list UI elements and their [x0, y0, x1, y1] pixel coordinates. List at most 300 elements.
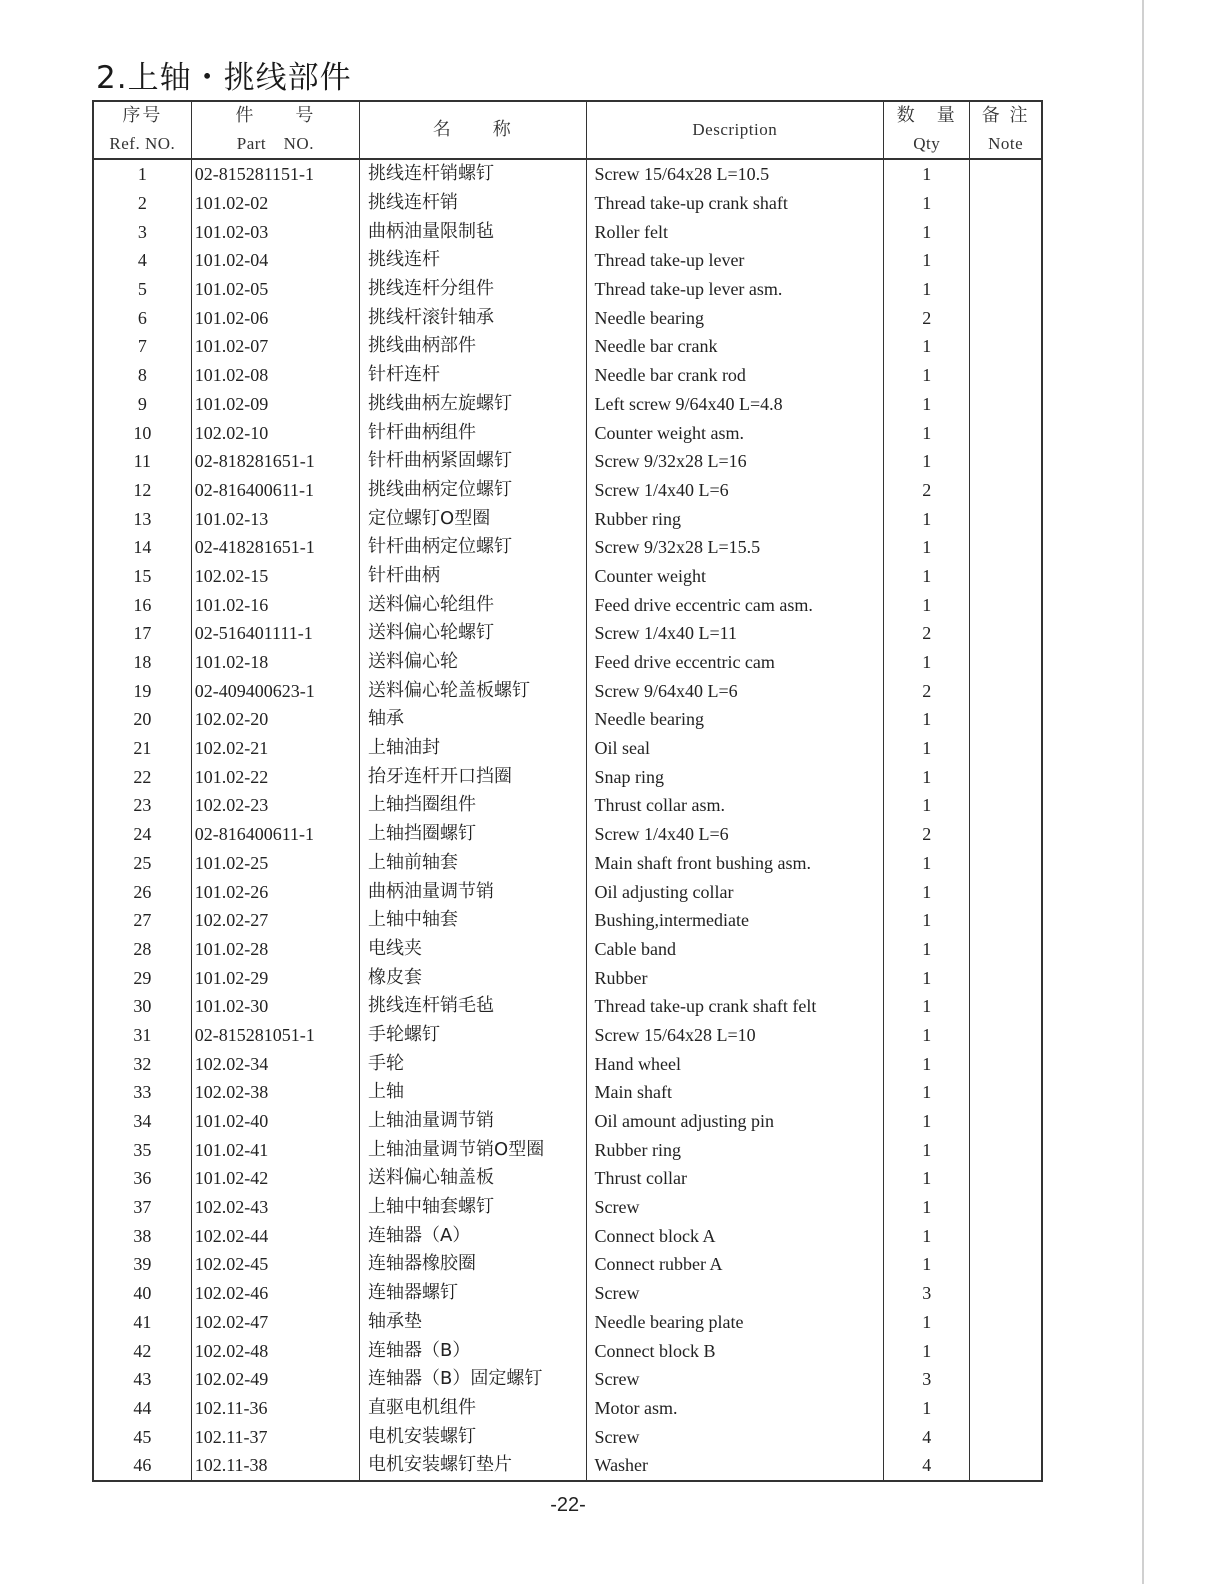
- ref-no-cell: 11: [93, 447, 191, 476]
- header-qty: [884, 101, 970, 159]
- ref-no-cell: 28: [93, 935, 191, 964]
- part-no-cell: 101.02-22: [191, 762, 359, 791]
- part-no-cell: 102.02-47: [191, 1308, 359, 1337]
- note-cell: [970, 159, 1042, 189]
- ref-no-cell: 4: [93, 246, 191, 275]
- description-cell: Screw 15/64x28 L=10.5: [586, 159, 884, 189]
- part-no-cell: 101.02-16: [191, 590, 359, 619]
- qty-cell: 1: [884, 791, 970, 820]
- qty-cell: 1: [884, 1250, 970, 1279]
- ref-no-cell: 29: [93, 963, 191, 992]
- qty-cell: 1: [884, 246, 970, 275]
- part-no-cell: 101.02-09: [191, 390, 359, 419]
- description-cell: Feed drive eccentric cam asm.: [586, 590, 884, 619]
- name-cn-cell: 直驱电机组件: [360, 1394, 586, 1423]
- note-cell: [970, 1394, 1042, 1423]
- note-cell: [970, 1250, 1042, 1279]
- qty-cell: 2: [884, 476, 970, 505]
- header-ref-cn: 序号: [122, 105, 163, 126]
- qty-cell: 1: [884, 1135, 970, 1164]
- ref-no-cell: 41: [93, 1308, 191, 1337]
- part-no-cell: 102.02-44: [191, 1221, 359, 1250]
- qty-cell: 1: [884, 1021, 970, 1050]
- table-row: [93, 332, 1042, 361]
- ref-no-cell: 38: [93, 1221, 191, 1250]
- table-header: [93, 101, 1042, 159]
- description-cell: Needle bearing: [586, 303, 884, 332]
- ref-no-cell: 23: [93, 791, 191, 820]
- part-no-cell: 102.02-21: [191, 734, 359, 763]
- name-cn-cell: 上轴前轴套: [360, 849, 586, 878]
- qty-cell: 1: [884, 189, 970, 218]
- header-description: [586, 101, 884, 159]
- header-ref: [93, 101, 191, 159]
- ref-no-cell: 5: [93, 275, 191, 304]
- table-row: [93, 1135, 1042, 1164]
- table-row: [93, 246, 1042, 275]
- ref-no-cell: 39: [93, 1250, 191, 1279]
- note-cell: [970, 562, 1042, 591]
- description-cell: Screw: [586, 1193, 884, 1222]
- name-cn-cell: 手轮: [360, 1049, 586, 1078]
- note-cell: [970, 361, 1042, 390]
- ref-no-cell: 32: [93, 1049, 191, 1078]
- part-no-cell: 102.02-46: [191, 1279, 359, 1308]
- name-cn-cell: 挑线连杆销毛毡: [360, 992, 586, 1021]
- part-no-cell: 02-818281651-1: [191, 447, 359, 476]
- part-no-cell: 101.02-02: [191, 189, 359, 218]
- header-qty-cn: 数 量: [896, 105, 957, 126]
- page-edge-line: [1142, 0, 1144, 1584]
- name-cn-cell: 橡皮套: [360, 963, 586, 992]
- description-cell: Connect block A: [586, 1221, 884, 1250]
- ref-no-cell: 42: [93, 1336, 191, 1365]
- description-cell: Oil amount adjusting pin: [586, 1107, 884, 1136]
- note-cell: [970, 303, 1042, 332]
- ref-no-cell: 45: [93, 1422, 191, 1451]
- note-cell: [970, 619, 1042, 648]
- description-cell: Screw 9/32x28 L=15.5: [586, 533, 884, 562]
- part-no-cell: 02-816400611-1: [191, 820, 359, 849]
- table-row: [93, 992, 1042, 1021]
- note-cell: [970, 246, 1042, 275]
- description-cell: Rubber: [586, 963, 884, 992]
- description-cell: Thread take-up lever asm.: [586, 275, 884, 304]
- qty-cell: 1: [884, 1107, 970, 1136]
- note-cell: [970, 963, 1042, 992]
- part-no-cell: 02-815281151-1: [191, 159, 359, 189]
- qty-cell: 1: [884, 332, 970, 361]
- qty-cell: 3: [884, 1279, 970, 1308]
- description-cell: Screw 9/32x28 L=16: [586, 447, 884, 476]
- ref-no-cell: 20: [93, 705, 191, 734]
- ref-no-cell: 14: [93, 533, 191, 562]
- note-cell: [970, 189, 1042, 218]
- description-cell: Main shaft: [586, 1078, 884, 1107]
- note-cell: [970, 1135, 1042, 1164]
- description-cell: Thrust collar: [586, 1164, 884, 1193]
- qty-cell: 1: [884, 1193, 970, 1222]
- qty-cell: 1: [884, 447, 970, 476]
- header-part-en: Part NO.: [236, 134, 314, 153]
- qty-cell: 1: [884, 762, 970, 791]
- part-no-cell: 101.02-06: [191, 303, 359, 332]
- table-row: [93, 1164, 1042, 1193]
- part-no-cell: 102.02-45: [191, 1250, 359, 1279]
- page-title: 2.上轴・挑线部件: [96, 60, 352, 96]
- name-cn-cell: 送料偏心轮盖板螺钉: [360, 676, 586, 705]
- description-cell: Washer: [586, 1451, 884, 1481]
- table-row: [93, 1394, 1042, 1423]
- table-row: [93, 1279, 1042, 1308]
- part-no-cell: 102.02-23: [191, 791, 359, 820]
- ref-no-cell: 13: [93, 504, 191, 533]
- qty-cell: 1: [884, 418, 970, 447]
- header-ref-en: Ref. NO.: [109, 134, 176, 153]
- part-no-cell: 101.02-03: [191, 217, 359, 246]
- part-no-cell: 101.02-25: [191, 849, 359, 878]
- part-no-cell: 02-816400611-1: [191, 476, 359, 505]
- part-no-cell: 02-418281651-1: [191, 533, 359, 562]
- note-cell: [970, 820, 1042, 849]
- header-note: [970, 101, 1042, 159]
- description-cell: Needle bearing plate: [586, 1308, 884, 1337]
- name-cn-cell: 挑线曲柄左旋螺钉: [360, 390, 586, 419]
- table-row: [93, 1221, 1042, 1250]
- description-cell: Hand wheel: [586, 1049, 884, 1078]
- note-cell: [970, 648, 1042, 677]
- table-row: [93, 1365, 1042, 1394]
- table-row: [93, 1049, 1042, 1078]
- part-no-cell: 101.02-42: [191, 1164, 359, 1193]
- note-cell: [970, 992, 1042, 1021]
- ref-no-cell: 36: [93, 1164, 191, 1193]
- part-no-cell: 102.02-20: [191, 705, 359, 734]
- note-cell: [970, 935, 1042, 964]
- description-cell: Counter weight: [586, 562, 884, 591]
- qty-cell: 4: [884, 1451, 970, 1481]
- qty-cell: 2: [884, 619, 970, 648]
- note-cell: [970, 1193, 1042, 1222]
- part-no-cell: 101.02-29: [191, 963, 359, 992]
- table-row: [93, 734, 1042, 763]
- qty-cell: 1: [884, 1049, 970, 1078]
- ref-no-cell: 46: [93, 1451, 191, 1481]
- table-row: [93, 1107, 1042, 1136]
- qty-cell: 1: [884, 562, 970, 591]
- table-row: [93, 504, 1042, 533]
- qty-cell: 1: [884, 275, 970, 304]
- note-cell: [970, 877, 1042, 906]
- note-cell: [970, 1164, 1042, 1193]
- description-cell: Thread take-up crank shaft felt: [586, 992, 884, 1021]
- name-cn-cell: 连轴器螺钉: [360, 1279, 586, 1308]
- ref-no-cell: 7: [93, 332, 191, 361]
- note-cell: [970, 906, 1042, 935]
- name-cn-cell: 上轴: [360, 1078, 586, 1107]
- ref-no-cell: 19: [93, 676, 191, 705]
- ref-no-cell: 26: [93, 877, 191, 906]
- name-cn-cell: 针杆曲柄定位螺钉: [360, 533, 586, 562]
- ref-no-cell: 3: [93, 217, 191, 246]
- part-no-cell: 101.02-05: [191, 275, 359, 304]
- name-cn-cell: 挑线连杆: [360, 246, 586, 275]
- ref-no-cell: 18: [93, 648, 191, 677]
- name-cn-cell: 挑线曲柄部件: [360, 332, 586, 361]
- note-cell: [970, 705, 1042, 734]
- header-description-en: Description: [692, 120, 778, 139]
- ref-no-cell: 6: [93, 303, 191, 332]
- name-cn-cell: 挑线曲柄定位螺钉: [360, 476, 586, 505]
- ref-no-cell: 9: [93, 390, 191, 419]
- description-cell: Screw 9/64x40 L=6: [586, 676, 884, 705]
- description-cell: Thread take-up crank shaft: [586, 189, 884, 218]
- header-name-cn: 名 称: [432, 119, 513, 140]
- page-number: -22-: [550, 1494, 586, 1516]
- description-cell: Left screw 9/64x40 L=4.8: [586, 390, 884, 419]
- name-cn-cell: 送料偏心轴盖板: [360, 1164, 586, 1193]
- ref-no-cell: 33: [93, 1078, 191, 1107]
- description-cell: Screw 1/4x40 L=6: [586, 476, 884, 505]
- note-cell: [970, 217, 1042, 246]
- qty-cell: 1: [884, 963, 970, 992]
- description-cell: Snap ring: [586, 762, 884, 791]
- note-cell: [970, 1078, 1042, 1107]
- description-cell: Connect block B: [586, 1336, 884, 1365]
- part-no-cell: 101.02-30: [191, 992, 359, 1021]
- table-row: [93, 390, 1042, 419]
- table-row: [93, 590, 1042, 619]
- part-no-cell: 102.02-27: [191, 906, 359, 935]
- table-row: [93, 676, 1042, 705]
- name-cn-cell: 连轴器橡胶圈: [360, 1250, 586, 1279]
- note-cell: [970, 1308, 1042, 1337]
- name-cn-cell: 抬牙连杆开口挡圈: [360, 762, 586, 791]
- table-row: [93, 906, 1042, 935]
- table-row: [93, 476, 1042, 505]
- ref-no-cell: 34: [93, 1107, 191, 1136]
- name-cn-cell: 上轴挡圈螺钉: [360, 820, 586, 849]
- note-cell: [970, 590, 1042, 619]
- qty-cell: 1: [884, 734, 970, 763]
- description-cell: Screw 1/4x40 L=11: [586, 619, 884, 648]
- note-cell: [970, 734, 1042, 763]
- table-row: [93, 762, 1042, 791]
- ref-no-cell: 24: [93, 820, 191, 849]
- note-cell: [970, 390, 1042, 419]
- description-cell: Feed drive eccentric cam: [586, 648, 884, 677]
- part-no-cell: 02-516401111-1: [191, 619, 359, 648]
- qty-cell: 2: [884, 820, 970, 849]
- table-row: [93, 1193, 1042, 1222]
- ref-no-cell: 37: [93, 1193, 191, 1222]
- parts-table: [92, 100, 1043, 1482]
- part-no-cell: 02-815281051-1: [191, 1021, 359, 1050]
- table-row: [93, 562, 1042, 591]
- description-cell: Rubber ring: [586, 504, 884, 533]
- table-body: [93, 159, 1042, 1481]
- note-cell: [970, 1365, 1042, 1394]
- qty-cell: 3: [884, 1365, 970, 1394]
- description-cell: Oil seal: [586, 734, 884, 763]
- name-cn-cell: 送料偏心轮螺钉: [360, 619, 586, 648]
- ref-no-cell: 21: [93, 734, 191, 763]
- qty-cell: 1: [884, 361, 970, 390]
- name-cn-cell: 送料偏心轮组件: [360, 590, 586, 619]
- ref-no-cell: 27: [93, 906, 191, 935]
- table-row: [93, 877, 1042, 906]
- qty-cell: 1: [884, 1336, 970, 1365]
- description-cell: Oil adjusting collar: [586, 877, 884, 906]
- name-cn-cell: 手轮螺钉: [360, 1021, 586, 1050]
- description-cell: Screw: [586, 1422, 884, 1451]
- description-cell: Screw 1/4x40 L=6: [586, 820, 884, 849]
- note-cell: [970, 476, 1042, 505]
- name-cn-cell: 上轴油量调节销: [360, 1107, 586, 1136]
- name-cn-cell: 电机安装螺钉垫片: [360, 1451, 586, 1481]
- part-no-cell: 102.11-36: [191, 1394, 359, 1423]
- qty-cell: 1: [884, 1078, 970, 1107]
- ref-no-cell: 16: [93, 590, 191, 619]
- note-cell: [970, 1107, 1042, 1136]
- note-cell: [970, 533, 1042, 562]
- qty-cell: 1: [884, 877, 970, 906]
- name-cn-cell: 定位螺钉O型圈: [360, 504, 586, 533]
- note-cell: [970, 1422, 1042, 1451]
- table-row: [93, 1078, 1042, 1107]
- name-cn-cell: 挑线连杆销螺钉: [360, 159, 586, 189]
- name-cn-cell: 上轴油封: [360, 734, 586, 763]
- header-part: [191, 101, 359, 159]
- name-cn-cell: 连轴器（B）: [360, 1336, 586, 1365]
- note-cell: [970, 849, 1042, 878]
- description-cell: Needle bearing: [586, 705, 884, 734]
- name-cn-cell: 挑线连杆销: [360, 189, 586, 218]
- table-row: [93, 1451, 1042, 1481]
- ref-no-cell: 31: [93, 1021, 191, 1050]
- name-cn-cell: 上轴油量调节销O型圈: [360, 1135, 586, 1164]
- note-cell: [970, 332, 1042, 361]
- part-no-cell: 102.02-10: [191, 418, 359, 447]
- header-name: [360, 101, 586, 159]
- note-cell: [970, 504, 1042, 533]
- table-row: [93, 1422, 1042, 1451]
- description-cell: Needle bar crank: [586, 332, 884, 361]
- header-qty-en: Qty: [913, 134, 941, 153]
- part-no-cell: 102.02-48: [191, 1336, 359, 1365]
- table-row: [93, 963, 1042, 992]
- part-no-cell: 102.02-49: [191, 1365, 359, 1394]
- table-row: [93, 791, 1042, 820]
- qty-cell: 1: [884, 1221, 970, 1250]
- part-no-cell: 02-409400623-1: [191, 676, 359, 705]
- name-cn-cell: 挑线连杆分组件: [360, 275, 586, 304]
- description-cell: Thread take-up lever: [586, 246, 884, 275]
- table-row: [93, 217, 1042, 246]
- name-cn-cell: 连轴器（B）固定螺钉: [360, 1365, 586, 1394]
- note-cell: [970, 676, 1042, 705]
- description-cell: Counter weight asm.: [586, 418, 884, 447]
- table-row: [93, 159, 1042, 189]
- note-cell: [970, 418, 1042, 447]
- ref-no-cell: 22: [93, 762, 191, 791]
- description-cell: Screw: [586, 1365, 884, 1394]
- description-cell: Needle bar crank rod: [586, 361, 884, 390]
- qty-cell: 1: [884, 1394, 970, 1423]
- table-row: [93, 189, 1042, 218]
- name-cn-cell: 针杆曲柄组件: [360, 418, 586, 447]
- ref-no-cell: 10: [93, 418, 191, 447]
- qty-cell: 1: [884, 705, 970, 734]
- name-cn-cell: 挑线杆滚针轴承: [360, 303, 586, 332]
- table-row: [93, 648, 1042, 677]
- part-no-cell: 101.02-28: [191, 935, 359, 964]
- qty-cell: 1: [884, 533, 970, 562]
- part-no-cell: 102.02-34: [191, 1049, 359, 1078]
- part-no-cell: 102.11-37: [191, 1422, 359, 1451]
- name-cn-cell: 上轴挡圈组件: [360, 791, 586, 820]
- description-cell: Thrust collar asm.: [586, 791, 884, 820]
- note-cell: [970, 762, 1042, 791]
- note-cell: [970, 1049, 1042, 1078]
- part-no-cell: 101.02-04: [191, 246, 359, 275]
- part-no-cell: 101.02-08: [191, 361, 359, 390]
- table-row: [93, 533, 1042, 562]
- name-cn-cell: 针杆曲柄紧固螺钉: [360, 447, 586, 476]
- part-no-cell: 101.02-41: [191, 1135, 359, 1164]
- ref-no-cell: 44: [93, 1394, 191, 1423]
- part-no-cell: 102.11-38: [191, 1451, 359, 1481]
- qty-cell: 1: [884, 159, 970, 189]
- part-no-cell: 102.02-15: [191, 562, 359, 591]
- part-no-cell: 102.02-38: [191, 1078, 359, 1107]
- description-cell: Motor asm.: [586, 1394, 884, 1423]
- qty-cell: 1: [884, 504, 970, 533]
- qty-cell: 1: [884, 849, 970, 878]
- header-note-cn: 备 注: [981, 105, 1030, 126]
- description-cell: Rubber ring: [586, 1135, 884, 1164]
- ref-no-cell: 2: [93, 189, 191, 218]
- note-cell: [970, 275, 1042, 304]
- qty-cell: 1: [884, 390, 970, 419]
- name-cn-cell: 送料偏心轮: [360, 648, 586, 677]
- table-row: [93, 303, 1042, 332]
- table-row: [93, 1308, 1042, 1337]
- qty-cell: 1: [884, 906, 970, 935]
- note-cell: [970, 1221, 1042, 1250]
- table-row: [93, 935, 1042, 964]
- qty-cell: 1: [884, 590, 970, 619]
- part-no-cell: 101.02-13: [191, 504, 359, 533]
- table-row: [93, 447, 1042, 476]
- description-cell: Main shaft front bushing asm.: [586, 849, 884, 878]
- qty-cell: 1: [884, 648, 970, 677]
- note-cell: [970, 1451, 1042, 1481]
- name-cn-cell: 轴承: [360, 705, 586, 734]
- table-row: [93, 849, 1042, 878]
- name-cn-cell: 上轴中轴套: [360, 906, 586, 935]
- name-cn-cell: 针杆曲柄: [360, 562, 586, 591]
- ref-no-cell: 35: [93, 1135, 191, 1164]
- name-cn-cell: 曲柄油量限制毡: [360, 217, 586, 246]
- qty-cell: 2: [884, 303, 970, 332]
- ref-no-cell: 15: [93, 562, 191, 591]
- name-cn-cell: 上轴中轴套螺钉: [360, 1193, 586, 1222]
- table-row: [93, 275, 1042, 304]
- table-row: [93, 619, 1042, 648]
- ref-no-cell: 25: [93, 849, 191, 878]
- note-cell: [970, 1336, 1042, 1365]
